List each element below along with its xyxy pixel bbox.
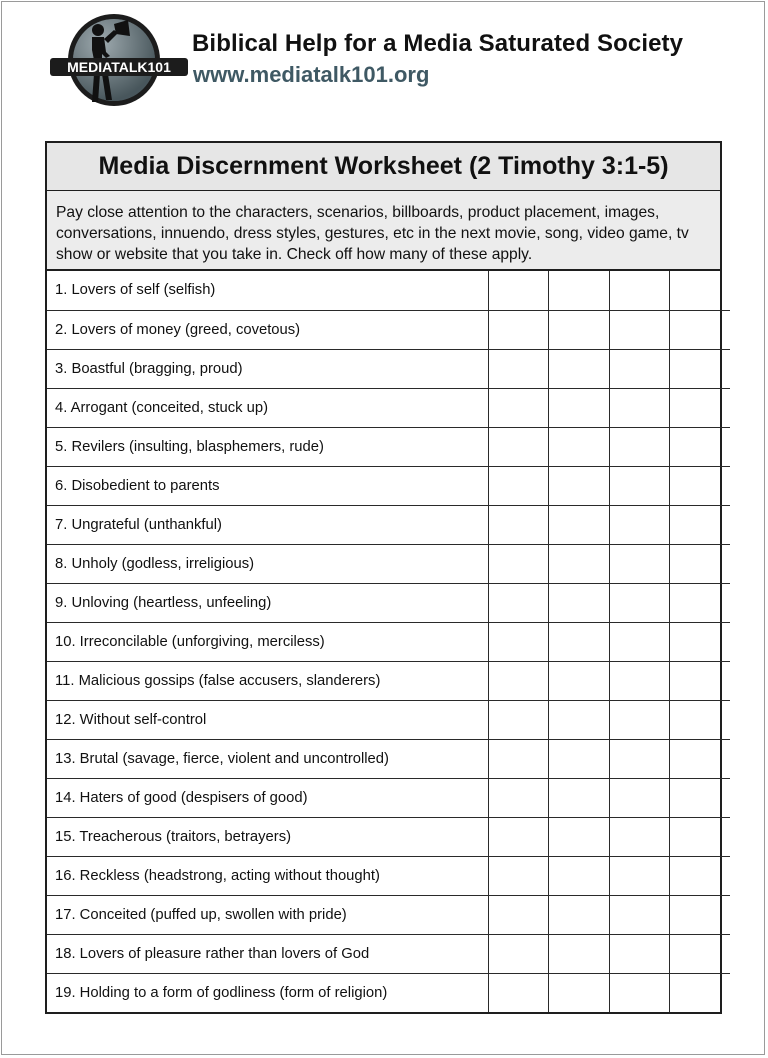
- checkbox-cell[interactable]: [488, 856, 549, 895]
- checkbox-cell[interactable]: [670, 583, 731, 622]
- checklist-row: [47, 466, 730, 505]
- checkbox-cell[interactable]: [549, 700, 610, 739]
- checkbox-cell[interactable]: [670, 934, 731, 973]
- checkbox-cell[interactable]: [670, 700, 731, 739]
- checklist-item-label: 17. Conceited (puffed up, swollen with pride): [47, 895, 488, 934]
- checkbox-cell[interactable]: [609, 661, 670, 700]
- checkbox-cell[interactable]: [670, 271, 731, 310]
- checklist-item-label: 18. Lovers of pleasure rather than lovers of God: [47, 934, 488, 973]
- worksheet-instructions: Pay close attention to the characters, scenarios, billboards, product placement, images, conversations, innuendo, dress styles, gestures, etc in the next movie, song, video game, tv show or website that you take in. Check off how many of these apply.: [47, 191, 720, 271]
- checkbox-cell[interactable]: [549, 856, 610, 895]
- checkbox-cell[interactable]: [488, 973, 549, 1012]
- worksheet: [45, 141, 722, 1014]
- checkbox-cell[interactable]: [549, 310, 610, 349]
- checkbox-cell[interactable]: [609, 622, 670, 661]
- checklist-item-label: 3. Boastful (bragging, proud): [47, 349, 488, 388]
- checkbox-cell[interactable]: [549, 934, 610, 973]
- checkbox-cell[interactable]: [549, 583, 610, 622]
- checkbox-cell[interactable]: [670, 817, 731, 856]
- checkbox-cell[interactable]: [549, 271, 610, 310]
- checkbox-cell[interactable]: [488, 700, 549, 739]
- checkbox-cell[interactable]: [609, 973, 670, 1012]
- logo-text: MEDIATALK101: [67, 59, 171, 75]
- checkbox-cell[interactable]: [549, 427, 610, 466]
- checklist-row: [47, 622, 730, 661]
- checklist-row: [47, 817, 730, 856]
- checklist-row: [47, 583, 730, 622]
- checkbox-cell[interactable]: [609, 817, 670, 856]
- checkbox-cell[interactable]: [609, 388, 670, 427]
- checklist-item-label: 9. Unloving (heartless, unfeeling): [47, 583, 488, 622]
- checkbox-cell[interactable]: [670, 505, 731, 544]
- worksheet-title: Media Discernment Worksheet (2 Timothy 3:1-5): [47, 143, 720, 191]
- checkbox-cell[interactable]: [488, 778, 549, 817]
- checkbox-cell[interactable]: [670, 388, 731, 427]
- checkbox-cell[interactable]: [609, 895, 670, 934]
- checklist-row: [47, 973, 730, 1012]
- checkbox-cell[interactable]: [488, 310, 549, 349]
- checklist-row: [47, 310, 730, 349]
- checkbox-cell[interactable]: [549, 388, 610, 427]
- checkbox-cell[interactable]: [609, 466, 670, 505]
- site-tagline: Biblical Help for a Media Saturated Society: [192, 30, 684, 57]
- site-url[interactable]: www.mediatalk101.org: [193, 62, 430, 87]
- checkbox-cell[interactable]: [549, 505, 610, 544]
- checklist-item-label: 11. Malicious gossips (false accusers, slanderers): [47, 661, 488, 700]
- checkbox-cell[interactable]: [549, 895, 610, 934]
- checkbox-cell[interactable]: [488, 466, 549, 505]
- checklist-row: [47, 349, 730, 388]
- checkbox-cell[interactable]: [609, 271, 670, 310]
- checkbox-cell[interactable]: [549, 544, 610, 583]
- checklist-item-label: 15. Treacherous (traitors, betrayers): [47, 817, 488, 856]
- checkbox-cell[interactable]: [609, 427, 670, 466]
- checklist-row: [47, 778, 730, 817]
- checkbox-cell[interactable]: [549, 349, 610, 388]
- checklist-item-label: 8. Unholy (godless, irreligious): [47, 544, 488, 583]
- checkbox-cell[interactable]: [549, 817, 610, 856]
- checklist-item-label: 2. Lovers of money (greed, covetous): [47, 310, 488, 349]
- checkbox-cell[interactable]: [670, 310, 731, 349]
- checkbox-cell[interactable]: [488, 739, 549, 778]
- checkbox-cell[interactable]: [488, 895, 549, 934]
- checklist-row: [47, 427, 730, 466]
- checkbox-cell[interactable]: [609, 583, 670, 622]
- mediatalk101-logo: [48, 12, 190, 108]
- checkbox-cell[interactable]: [670, 466, 731, 505]
- checkbox-cell[interactable]: [609, 934, 670, 973]
- checkbox-cell[interactable]: [549, 622, 610, 661]
- checklist-item-label: 16. Reckless (headstrong, acting without thought): [47, 856, 488, 895]
- checkbox-cell[interactable]: [670, 544, 731, 583]
- checkbox-cell[interactable]: [488, 583, 549, 622]
- checkbox-cell[interactable]: [609, 856, 670, 895]
- checkbox-cell[interactable]: [488, 349, 549, 388]
- checklist-row: [47, 856, 730, 895]
- checkbox-cell[interactable]: [549, 739, 610, 778]
- checkbox-cell[interactable]: [609, 505, 670, 544]
- checkbox-cell[interactable]: [488, 505, 549, 544]
- checkbox-cell[interactable]: [670, 427, 731, 466]
- checklist-row: [47, 544, 730, 583]
- checklist-item-label: 19. Holding to a form of godliness (form of religion): [47, 973, 488, 1012]
- checklist-row: [47, 271, 730, 310]
- checkbox-cell[interactable]: [488, 622, 549, 661]
- checklist-item-label: 5. Revilers (insulting, blasphemers, rude): [47, 427, 488, 466]
- checklist-row: [47, 700, 730, 739]
- checklist-item-label: 7. Ungrateful (unthankful): [47, 505, 488, 544]
- checklist-row: [47, 895, 730, 934]
- checkbox-cell[interactable]: [549, 973, 610, 1012]
- checkbox-cell[interactable]: [549, 661, 610, 700]
- checkbox-cell[interactable]: [549, 466, 610, 505]
- checkbox-cell[interactable]: [670, 739, 731, 778]
- checklist-row: [47, 739, 730, 778]
- checkbox-cell[interactable]: [488, 934, 549, 973]
- checklist-item-label: 13. Brutal (savage, fierce, violent and uncontrolled): [47, 739, 488, 778]
- checkbox-cell[interactable]: [670, 895, 731, 934]
- checkbox-cell[interactable]: [488, 388, 549, 427]
- checkbox-cell[interactable]: [549, 778, 610, 817]
- checkbox-cell[interactable]: [670, 349, 731, 388]
- checklist-row: [47, 388, 730, 427]
- checkbox-cell[interactable]: [609, 349, 670, 388]
- checklist-item-label: 10. Irreconcilable (unforgiving, merciless): [47, 622, 488, 661]
- checklist-row: [47, 661, 730, 700]
- checkbox-cell[interactable]: [488, 817, 549, 856]
- checkbox-cell[interactable]: [670, 778, 731, 817]
- checkbox-cell[interactable]: [670, 622, 731, 661]
- checklist-table: [47, 271, 730, 1012]
- checkbox-cell[interactable]: [488, 427, 549, 466]
- checkbox-cell[interactable]: [488, 661, 549, 700]
- checkbox-cell[interactable]: [609, 310, 670, 349]
- checkbox-cell[interactable]: [609, 544, 670, 583]
- checkbox-cell[interactable]: [488, 544, 549, 583]
- checklist-item-label: 12. Without self-control: [47, 700, 488, 739]
- checkbox-cell[interactable]: [670, 661, 731, 700]
- checkbox-cell[interactable]: [609, 700, 670, 739]
- checklist-item-label: 4. Arrogant (conceited, stuck up): [47, 388, 488, 427]
- checkbox-cell[interactable]: [488, 271, 549, 310]
- checklist-item-label: 6. Disobedient to parents: [47, 466, 488, 505]
- checkbox-cell[interactable]: [609, 778, 670, 817]
- checklist-row: [47, 934, 730, 973]
- checkbox-cell[interactable]: [670, 856, 731, 895]
- checklist-row: [47, 505, 730, 544]
- checklist-item-label: 14. Haters of good (despisers of good): [47, 778, 488, 817]
- checkbox-cell[interactable]: [670, 973, 731, 1012]
- checklist-item-label: 1. Lovers of self (selfish): [55, 282, 216, 299]
- checkbox-cell[interactable]: [609, 739, 670, 778]
